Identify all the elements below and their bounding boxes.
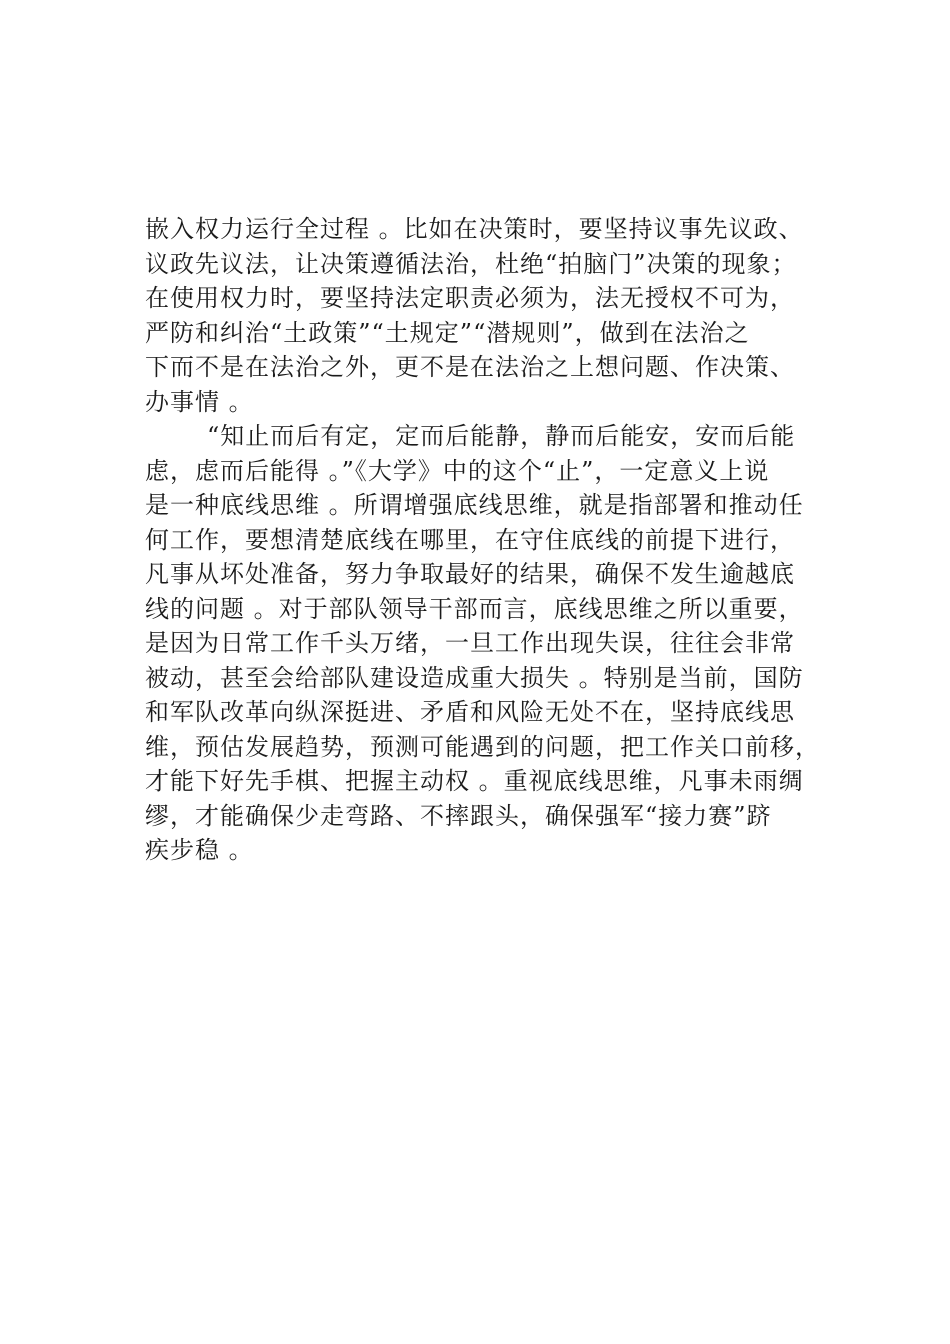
text-line: 被动，甚至会给部队建设造成重大损失 。特别是当前，国防 (145, 663, 804, 692)
text-line: 在使用权力时，要坚持法定职责必须为，法无授权不可为， (145, 284, 795, 312)
text-line: 疾步稳 。 (145, 836, 254, 864)
text-line: 下而不是在法治之外，更不是在法治之上想问题、作决策、 (145, 353, 795, 381)
text-line: 何工作，要想清楚底线在哪里，在守住底线的前提下进行， (145, 525, 795, 554)
text-line: 和军队改革向纵深挺进、矛盾和风险无处不在，坚持底线思 (145, 698, 795, 726)
text-line: 缪，才能确保少走弯路、不摔跟头，确保强军“接力赛”跻 (145, 801, 772, 830)
text-line: 议政先议法，让决策遵循法治，杜绝“拍脑门”决策的现象； (145, 249, 797, 278)
text-line: 嵌入权力运行全过程 。比如在决策时，要坚持议事先议政、 (145, 215, 804, 243)
text-line: 是因为日常工作千头万绪，一旦工作出现失误，往往会非常 (145, 629, 795, 657)
text-line: 办事情 。 (145, 387, 254, 416)
text-line: 维，预估发展趋势，预测可能遇到的问题，把工作关口前移， (145, 732, 820, 761)
text-line: 是一种底线思维 。所谓增强底线思维，就是指部署和推动任 (145, 491, 804, 519)
text-line: 凡事从坏处准备，努力争取最好的结果，确保不发生逾越底 (145, 560, 795, 588)
text-line: 线的问题 。对于部队领导干部而言，底线思维之所以重要， (145, 594, 804, 623)
paragraph-1 (145, 212, 845, 419)
text-line: 才能下好先手棋、把握主动权 。重视底线思维，凡事未雨绸 (145, 767, 804, 795)
text-line: “知止而后有定，定而后能静，静而后能安，安而后能 (207, 422, 796, 450)
body-text (145, 212, 845, 868)
text-line: 严防和纠治“土政策”“土规定”“潜规则”，做到在法治之 (145, 318, 750, 347)
paragraph-2 (145, 419, 845, 868)
text-line: 虑，虑而后能得 。”《大学》中的这个“止”，一定意义上说 (145, 456, 770, 485)
